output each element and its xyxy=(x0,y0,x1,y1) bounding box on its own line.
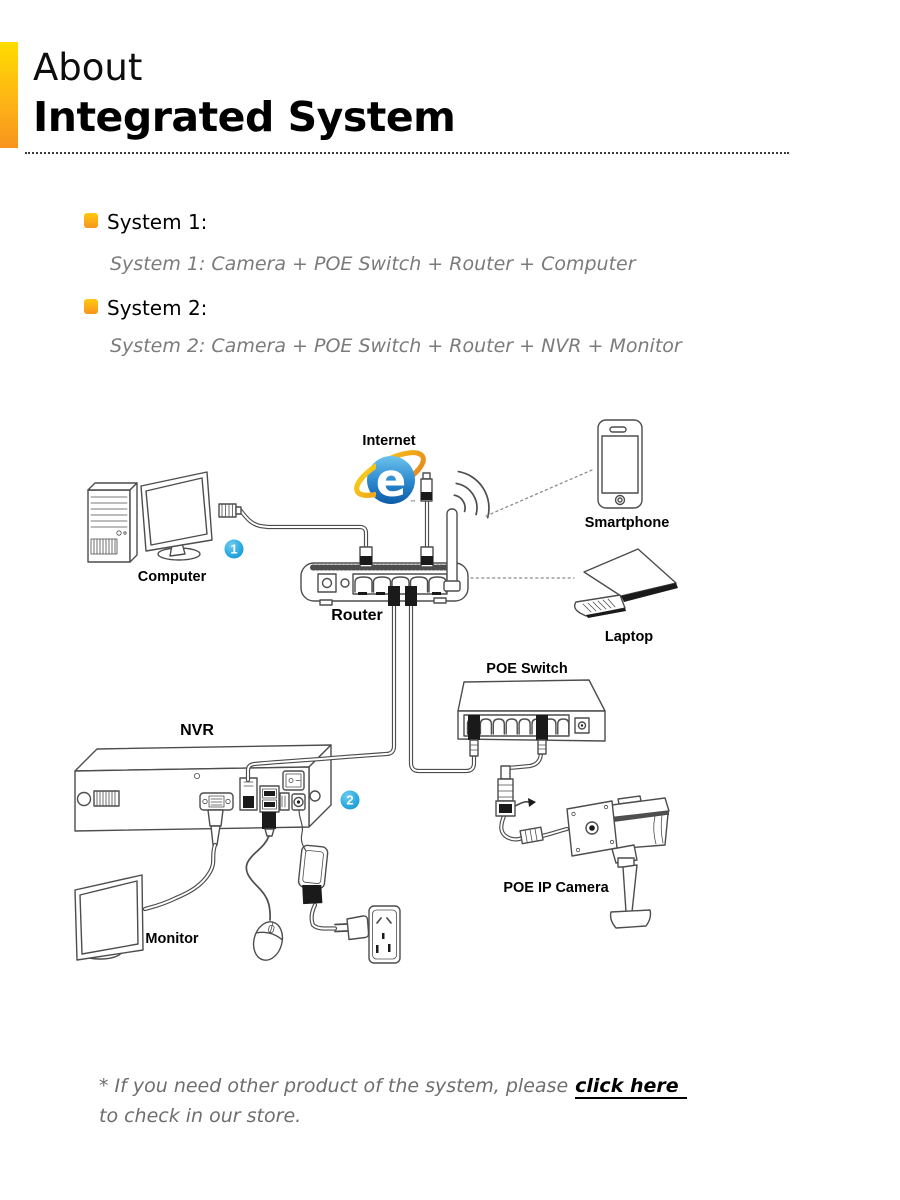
label-poe-ip-camera: POE IP Camera xyxy=(503,880,609,896)
label-smartphone: Smartphone xyxy=(584,515,670,531)
label-poe-switch: POE Switch xyxy=(486,661,568,677)
power-adapter-illustration xyxy=(296,845,328,906)
badge-1: 1 xyxy=(225,540,244,559)
click-here-link[interactable]: click here xyxy=(575,1075,686,1099)
system-1-label: System 1: xyxy=(107,210,208,234)
diagram-artwork xyxy=(60,405,840,1005)
poe-ip-camera-illustration xyxy=(567,796,669,928)
label-monitor: Monitor xyxy=(145,931,199,947)
arrow-head xyxy=(528,798,536,807)
label-nvr: NVR xyxy=(180,722,214,739)
system-2-description: System 2: Camera + POE Switch + Router + NVR + Monitor xyxy=(110,335,682,357)
mouse-illustration xyxy=(249,919,286,964)
wifi-signal-icon xyxy=(454,472,489,518)
footer-note xyxy=(99,1071,687,1131)
computer-illustration xyxy=(88,472,212,562)
ie-letter: e xyxy=(375,454,407,507)
label-router: Router xyxy=(331,607,383,624)
computer-to-router-cable xyxy=(241,511,366,550)
label-internet: Internet xyxy=(362,433,416,449)
footer-text: * If you need other product of the system, please xyxy=(99,1075,569,1097)
internet-explorer-icon xyxy=(351,444,429,507)
adapter-to-plug-cable xyxy=(312,905,335,929)
page-title: Integrated System xyxy=(33,93,456,141)
label-computer: Computer xyxy=(137,569,207,585)
nvr-to-mouse-cable xyxy=(246,836,270,920)
section-eyebrow: About xyxy=(33,46,143,89)
router-illustration xyxy=(301,509,468,605)
switch-to-splitter-cable xyxy=(506,752,542,768)
laptop-illustration xyxy=(575,549,678,618)
ie-trademark: ™ xyxy=(409,499,417,507)
system-2-label: System 2: xyxy=(107,296,208,320)
footer-text-line2: to check in our store. xyxy=(99,1105,302,1127)
monitor-illustration xyxy=(75,875,143,960)
wall-outlet-illustration xyxy=(335,906,400,963)
label-laptop: Laptop xyxy=(604,629,654,645)
splitter-arrow-pigtail xyxy=(515,802,529,806)
nvr-to-monitor-cable xyxy=(145,845,215,909)
badge-2: 2 xyxy=(341,791,360,810)
system-1-description: System 1: Camera + POE Switch + Router + Computer xyxy=(110,253,636,275)
poe-switch-illustration xyxy=(458,680,605,741)
smartphone-illustration xyxy=(598,420,642,508)
wireless-link-smartphone xyxy=(486,470,592,516)
